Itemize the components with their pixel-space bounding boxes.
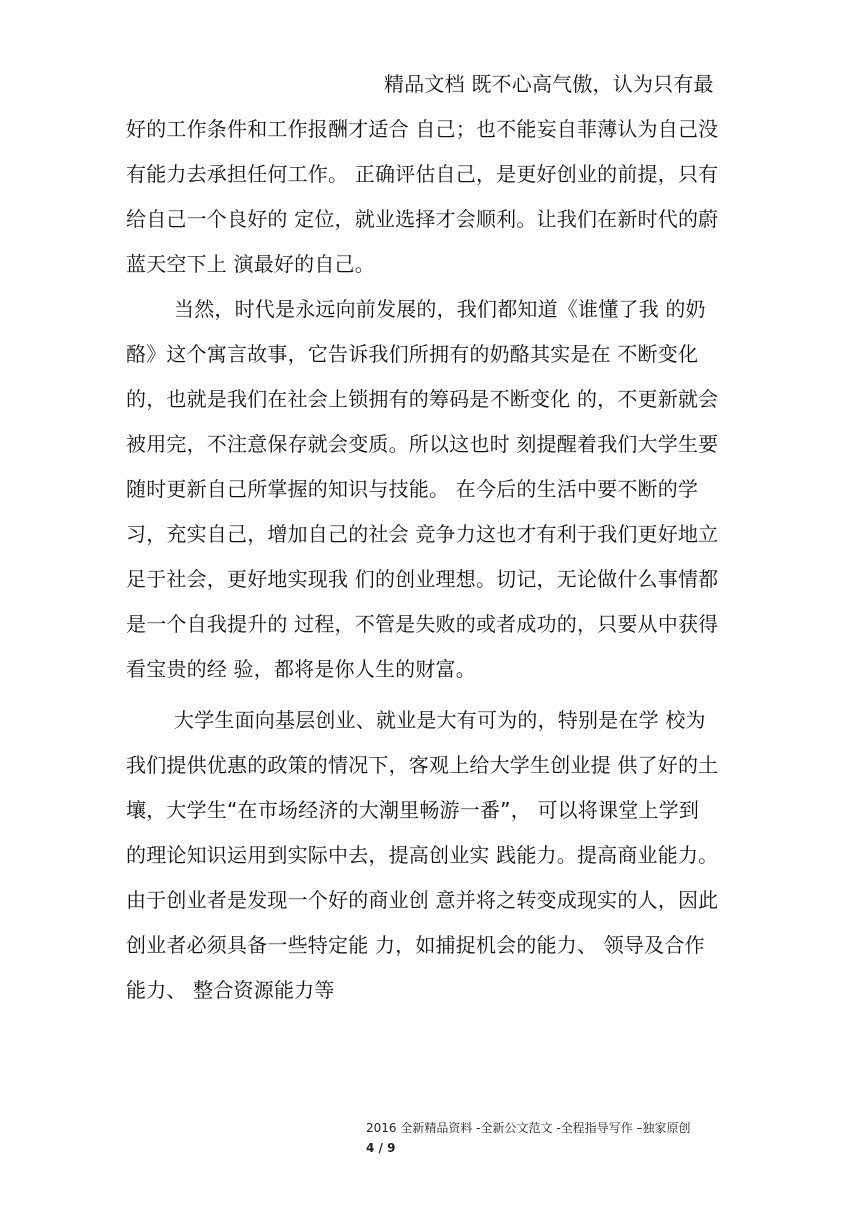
text-line: 壤，大学生“在市场经济的大潮里畅游一番”， 可以将课堂上学到 (126, 798, 700, 822)
text-line: 习，充实自己，增加自己的社会 竞争力这也才有利于我们更好地立 (126, 522, 719, 546)
page-number: 4 / 9 (366, 1141, 396, 1155)
text-line: 创业者必须具备一些特定能 力，如捕捉机会的能力、 领导及合作 (126, 933, 705, 957)
text-line: 我们提供优惠的政策的情况下，客观上给大学生创业提 供了好的土 (126, 753, 719, 777)
text-line: 有能力去承担任何工作。 正确评估自己，是更好创业的前提，只有 (126, 162, 719, 186)
text-line: 看宝贵的经 验，都将是你人生的财富。 (126, 657, 476, 681)
text-line: 的，也就是我们在社会上锁拥有的筹码是不断变化 的，不更新就会 (126, 387, 719, 411)
text-line: 能力、 整合资源能力等 (126, 978, 335, 1002)
text-line: 由于创业者是发现一个好的商业创 意并将之转变成现实的人，因此 (126, 888, 719, 912)
text-line: 大学生面向基层创业、就业是大有可为的，特别是在学 校为 (174, 708, 706, 732)
text-line: 当然，时代是永远向前发展的，我们都知道《谁懂了我 的奶 (174, 297, 706, 321)
text-line: 好的工作条件和工作报酬才适合 自己；也不能妄自菲薄认为自己没 (126, 117, 719, 141)
text-line: 的理论知识运用到实际中去，提高创业实 践能力。提高商业能力。 (126, 843, 719, 867)
text-line: 精品文档 既不心高气傲，认为只有最 (384, 72, 714, 96)
text-line: 被用完，不注意保存就会变质。所以这也时 刻提醒着我们大学生要 (126, 432, 719, 456)
text-line: 足于社会，更好地实现我 们的创业理想。切记，无论做什么事情都 (126, 567, 719, 591)
text-line: 蓝天空下上 演最好的自己。 (126, 252, 375, 276)
text-line: 给自己一个良好的 定位，就业选择才会顺利。让我们在新时代的蔚 (126, 207, 719, 231)
text-line: 是一个自我提升的 过程，不管是失败的或者成功的，只要从中获得 (126, 612, 719, 636)
text-line: 酪》这个寓言故事，它告诉我们所拥有的奶酪其实是在 不断变化 (126, 342, 699, 366)
footer-tagline: 2016 全新精品资料 -全新公文范文 -全程指导写作 –独家原创 (366, 1121, 691, 1135)
text-line: 随时更新自己所掌握的知识与技能。 在今后的生活中要不断的学 (126, 477, 699, 501)
